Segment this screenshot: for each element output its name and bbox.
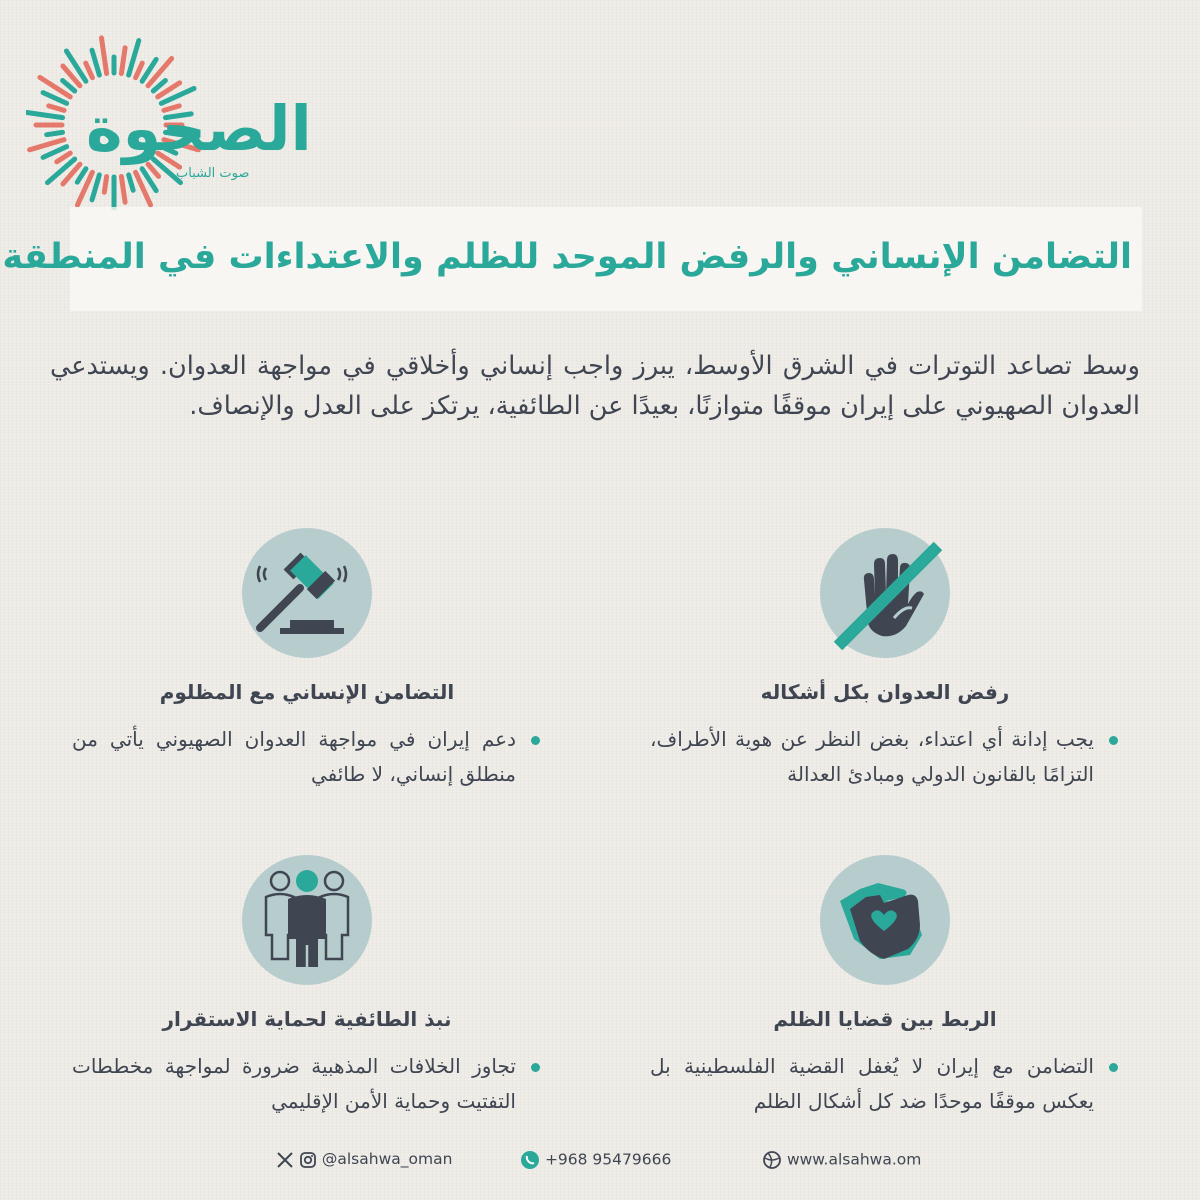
logo — [26, 30, 312, 210]
logo-ray — [77, 169, 86, 182]
icon-circle — [242, 855, 372, 985]
card-body — [650, 1049, 1120, 1119]
card-link-injustices — [650, 855, 1120, 1119]
logo-ray — [57, 153, 70, 162]
card-title: الربط بين قضايا الظلم — [773, 1007, 997, 1031]
globe-icon — [762, 1150, 782, 1170]
social-handle: @alsahwa_oman — [321, 1150, 453, 1168]
card-body-text: تجاوز الخلافات المذهبية ضرورة لمواجهة مخططات التفتيت وحماية الأمن الإقليمي — [72, 1054, 516, 1113]
hands-heart-icon — [820, 855, 950, 985]
card-body-text: دعم إيران في مواجهة العدوان الصهيوني يأتي من منطلق إنساني، لا طائفي — [72, 727, 516, 786]
card-reject-aggression — [650, 528, 1120, 792]
logo-ray — [153, 80, 165, 90]
footer — [0, 1142, 1200, 1182]
bullet-icon — [531, 1063, 540, 1072]
footer-social[interactable] — [276, 1150, 452, 1169]
logo-ray — [148, 164, 158, 176]
logo-text: الصحوة — [86, 92, 312, 165]
logo-tagline: صوت الشباب — [176, 166, 250, 181]
whatsapp-icon — [520, 1150, 540, 1170]
logo-ray — [121, 176, 125, 202]
card-human-solidarity — [72, 528, 542, 792]
card-title: نبذ الطائفية لحماية الاستقرار — [162, 1007, 452, 1031]
logo-ray — [86, 63, 93, 78]
instagram-icon — [299, 1151, 317, 1169]
icon-circle — [820, 855, 950, 985]
logo-ray — [101, 38, 106, 74]
logo-ray — [92, 175, 99, 200]
phone-number: +968 95479666 — [544, 1150, 672, 1169]
logo-ray — [129, 175, 134, 190]
footer-website[interactable] — [762, 1150, 921, 1170]
logo-ray — [27, 112, 63, 117]
logo-ray — [121, 48, 125, 74]
gavel-icon — [242, 528, 372, 658]
footer-phone[interactable] — [520, 1150, 671, 1170]
card-body — [650, 722, 1120, 792]
logo-ray — [47, 159, 74, 183]
page-title: التضامن الإنساني والرفض الموحد للظلم والاعتداءات في المنطقة — [2, 237, 1132, 277]
intro-paragraph: وسط تصاعد التوترات في الشرق الأوسط، يبرز واجب إنساني وأخلاقي في مواجهة العدوان. ويستدعي العدوان الصهيوني على إيران موقفًا متوازنًا، بعيدًا عن الطائفية، يرتكز على العدل والإنصاف. — [50, 351, 1140, 421]
x-icon — [276, 1151, 294, 1169]
card-body-text: التضامن مع إيران لا يُغفل القضية الفلسطينية بل يعكس موقفًا موحدًا ضد كل أشكال الظلم — [650, 1054, 1094, 1113]
raised-hand-no-icon — [820, 528, 950, 658]
bullet-icon — [1109, 736, 1118, 745]
icon-circle — [242, 528, 372, 658]
logo-ray — [63, 80, 75, 90]
bullet-icon — [1109, 1063, 1118, 1072]
title-band — [2, 207, 1142, 311]
card-reject-sectarianism — [72, 855, 542, 1119]
card-title: رفض العدوان بكل أشكاله — [760, 680, 1010, 704]
card-body-text: يجب إدانة أي اعتداء، بغض النظر عن هوية الأطراف، التزامًا بالقانون الدولي ومبادئ العدالة — [650, 727, 1094, 786]
people-group-icon — [242, 855, 372, 985]
icon-circle — [820, 528, 950, 658]
logo-ray — [104, 176, 106, 192]
logo-ray — [47, 132, 63, 134]
card-body — [72, 722, 542, 792]
bullet-icon — [531, 736, 540, 745]
logo-ray — [49, 106, 64, 111]
website-url: www.alsahwa.om — [786, 1150, 922, 1169]
card-body — [72, 1049, 542, 1119]
logo-ray — [136, 63, 143, 78]
card-title: التضامن الإنساني مع المظلوم — [159, 680, 455, 704]
logo-ray — [92, 50, 99, 75]
